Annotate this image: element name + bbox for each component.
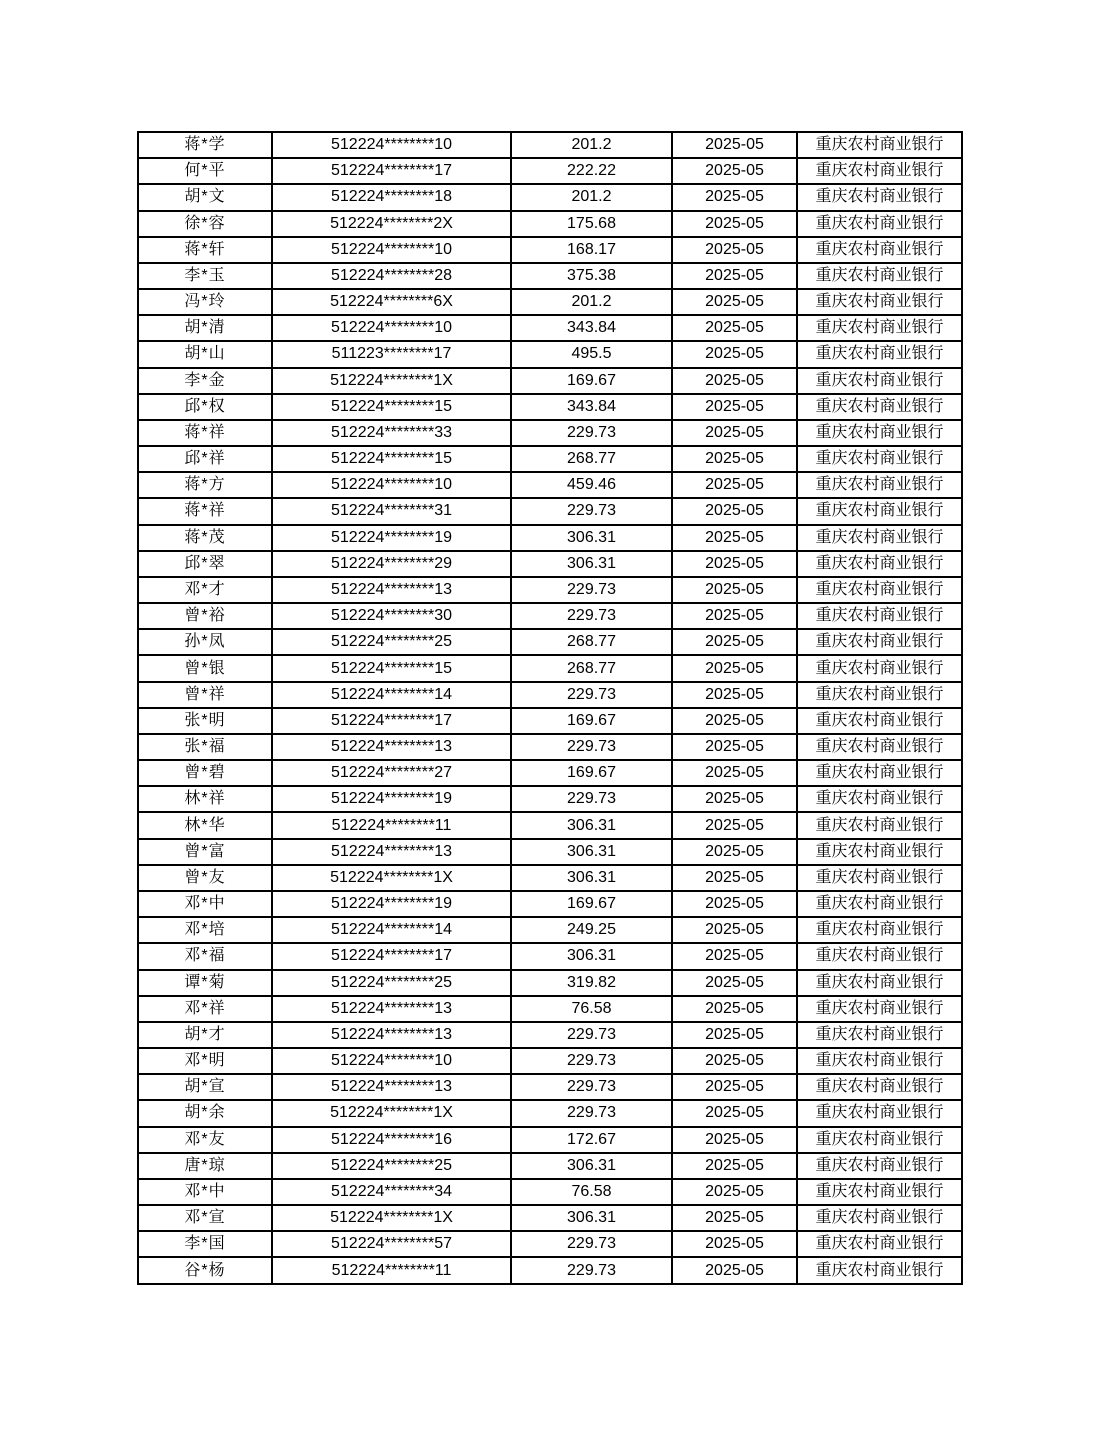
cell-masked-name: 邓*才 (138, 577, 272, 603)
cell-amount: 229.73 (511, 734, 672, 760)
cell-amount: 172.67 (511, 1127, 672, 1153)
cell-amount: 229.73 (511, 498, 672, 524)
table-row (138, 472, 962, 498)
table-row (138, 263, 962, 289)
table-row (138, 891, 962, 917)
table-row (138, 420, 962, 446)
cell-month: 2025-05 (672, 839, 797, 865)
cell-bank-name: 重庆农村商业银行 (797, 786, 962, 812)
cell-amount: 201.2 (511, 184, 672, 210)
cell-masked-name: 李*国 (138, 1231, 272, 1257)
cell-masked-name: 林*华 (138, 812, 272, 838)
table-row (138, 341, 962, 367)
cell-amount: 495.5 (511, 341, 672, 367)
cell-masked-name: 何*平 (138, 158, 272, 184)
cell-month: 2025-05 (672, 1022, 797, 1048)
payment-list-table (137, 131, 963, 1285)
cell-month: 2025-05 (672, 629, 797, 655)
cell-amount: 229.73 (511, 1048, 672, 1074)
cell-masked-id-number: 512224********10 (272, 237, 511, 263)
cell-masked-name: 李*金 (138, 368, 272, 394)
cell-masked-id-number: 512224********1X (272, 1205, 511, 1231)
cell-masked-name: 邱*权 (138, 394, 272, 420)
cell-amount: 229.73 (511, 682, 672, 708)
cell-masked-name: 邓*中 (138, 1179, 272, 1205)
cell-masked-id-number: 512224********2X (272, 211, 511, 237)
table-row (138, 786, 962, 812)
table-row (138, 368, 962, 394)
table-row (138, 446, 962, 472)
cell-masked-id-number: 512224********10 (272, 472, 511, 498)
cell-masked-name: 胡*宣 (138, 1074, 272, 1100)
cell-masked-id-number: 512224********27 (272, 760, 511, 786)
cell-month: 2025-05 (672, 315, 797, 341)
table-row (138, 1127, 962, 1153)
cell-masked-name: 唐*琼 (138, 1153, 272, 1179)
cell-masked-id-number: 512224********25 (272, 1153, 511, 1179)
cell-bank-name: 重庆农村商业银行 (797, 446, 962, 472)
cell-bank-name: 重庆农村商业银行 (797, 682, 962, 708)
cell-month: 2025-05 (672, 237, 797, 263)
cell-bank-name: 重庆农村商业银行 (797, 1153, 962, 1179)
cell-bank-name: 重庆农村商业银行 (797, 839, 962, 865)
cell-amount: 229.73 (511, 1022, 672, 1048)
cell-masked-id-number: 512224********30 (272, 603, 511, 629)
cell-bank-name: 重庆农村商业银行 (797, 865, 962, 891)
cell-amount: 268.77 (511, 446, 672, 472)
cell-masked-id-number: 512224********11 (272, 812, 511, 838)
table-row (138, 132, 962, 158)
cell-masked-name: 胡*山 (138, 341, 272, 367)
cell-month: 2025-05 (672, 812, 797, 838)
table-row (138, 1231, 962, 1257)
table-row (138, 237, 962, 263)
table-row (138, 315, 962, 341)
cell-amount: 169.67 (511, 891, 672, 917)
cell-masked-id-number: 512224********1X (272, 1100, 511, 1126)
cell-masked-name: 蒋*学 (138, 132, 272, 158)
cell-masked-id-number: 512224********10 (272, 315, 511, 341)
table-row (138, 1153, 962, 1179)
cell-amount: 319.82 (511, 970, 672, 996)
table-row (138, 551, 962, 577)
cell-amount: 229.73 (511, 786, 672, 812)
cell-masked-name: 曾*银 (138, 655, 272, 681)
cell-bank-name: 重庆农村商业银行 (797, 891, 962, 917)
cell-masked-id-number: 512224********18 (272, 184, 511, 210)
cell-month: 2025-05 (672, 760, 797, 786)
cell-month: 2025-05 (672, 786, 797, 812)
cell-masked-id-number: 512224********15 (272, 655, 511, 681)
table-row (138, 1257, 962, 1284)
cell-masked-name: 张*福 (138, 734, 272, 760)
cell-amount: 76.58 (511, 1179, 672, 1205)
cell-bank-name: 重庆农村商业银行 (797, 341, 962, 367)
cell-bank-name: 重庆农村商业银行 (797, 1074, 962, 1100)
cell-masked-name: 曾*裕 (138, 603, 272, 629)
cell-masked-id-number: 512224********17 (272, 158, 511, 184)
cell-masked-id-number: 512224********10 (272, 1048, 511, 1074)
cell-month: 2025-05 (672, 577, 797, 603)
cell-amount: 375.38 (511, 263, 672, 289)
cell-amount: 201.2 (511, 289, 672, 315)
table-row (138, 760, 962, 786)
cell-month: 2025-05 (672, 158, 797, 184)
cell-amount: 169.67 (511, 760, 672, 786)
table-row (138, 525, 962, 551)
cell-month: 2025-05 (672, 1179, 797, 1205)
cell-masked-id-number: 512224********11 (272, 1257, 511, 1284)
cell-bank-name: 重庆农村商业银行 (797, 132, 962, 158)
cell-month: 2025-05 (672, 498, 797, 524)
table-row (138, 970, 962, 996)
cell-bank-name: 重庆农村商业银行 (797, 368, 962, 394)
cell-masked-id-number: 512224********6X (272, 289, 511, 315)
cell-month: 2025-05 (672, 917, 797, 943)
cell-masked-name: 邓*祥 (138, 996, 272, 1022)
cell-amount: 76.58 (511, 996, 672, 1022)
cell-amount: 175.68 (511, 211, 672, 237)
cell-month: 2025-05 (672, 420, 797, 446)
cell-bank-name: 重庆农村商业银行 (797, 1231, 962, 1257)
cell-bank-name: 重庆农村商业银行 (797, 812, 962, 838)
cell-masked-name: 邓*福 (138, 943, 272, 969)
cell-month: 2025-05 (672, 655, 797, 681)
cell-month: 2025-05 (672, 472, 797, 498)
cell-month: 2025-05 (672, 1074, 797, 1100)
table-row (138, 1074, 962, 1100)
cell-bank-name: 重庆农村商业银行 (797, 263, 962, 289)
table-row (138, 498, 962, 524)
cell-masked-id-number: 512224********13 (272, 1022, 511, 1048)
cell-masked-id-number: 512224********13 (272, 577, 511, 603)
table-row (138, 1022, 962, 1048)
cell-amount: 229.73 (511, 1100, 672, 1126)
cell-masked-id-number: 512224********17 (272, 943, 511, 969)
cell-month: 2025-05 (672, 1048, 797, 1074)
cell-amount: 229.73 (511, 1257, 672, 1284)
cell-masked-id-number: 512224********16 (272, 1127, 511, 1153)
table-row (138, 394, 962, 420)
cell-bank-name: 重庆农村商业银行 (797, 1022, 962, 1048)
cell-bank-name: 重庆农村商业银行 (797, 1179, 962, 1205)
cell-masked-name: 邓*中 (138, 891, 272, 917)
table-row (138, 577, 962, 603)
cell-month: 2025-05 (672, 708, 797, 734)
cell-month: 2025-05 (672, 943, 797, 969)
cell-month: 2025-05 (672, 132, 797, 158)
cell-amount: 343.84 (511, 315, 672, 341)
cell-bank-name: 重庆农村商业银行 (797, 655, 962, 681)
cell-month: 2025-05 (672, 865, 797, 891)
cell-masked-name: 谭*菊 (138, 970, 272, 996)
cell-month: 2025-05 (672, 682, 797, 708)
cell-masked-name: 徐*容 (138, 211, 272, 237)
cell-bank-name: 重庆农村商业银行 (797, 1127, 962, 1153)
cell-amount: 249.25 (511, 917, 672, 943)
cell-amount: 306.31 (511, 812, 672, 838)
table-row (138, 917, 962, 943)
cell-amount: 306.31 (511, 525, 672, 551)
cell-masked-name: 曾*祥 (138, 682, 272, 708)
cell-masked-id-number: 512224********13 (272, 734, 511, 760)
table-row (138, 943, 962, 969)
cell-bank-name: 重庆农村商业银行 (797, 315, 962, 341)
cell-masked-name: 冯*玲 (138, 289, 272, 315)
payment-table-body (138, 132, 962, 1284)
cell-masked-name: 曾*友 (138, 865, 272, 891)
table-row (138, 1179, 962, 1205)
cell-masked-id-number: 512224********13 (272, 839, 511, 865)
cell-masked-name: 胡*清 (138, 315, 272, 341)
cell-masked-id-number: 512224********34 (272, 1179, 511, 1205)
cell-masked-id-number: 512224********15 (272, 446, 511, 472)
cell-amount: 268.77 (511, 655, 672, 681)
cell-amount: 306.31 (511, 943, 672, 969)
cell-masked-name: 邱*祥 (138, 446, 272, 472)
cell-bank-name: 重庆农村商业银行 (797, 734, 962, 760)
table-row (138, 1100, 962, 1126)
cell-amount: 343.84 (511, 394, 672, 420)
cell-amount: 306.31 (511, 551, 672, 577)
cell-bank-name: 重庆农村商业银行 (797, 184, 962, 210)
table-row (138, 812, 962, 838)
cell-bank-name: 重庆农村商业银行 (797, 1205, 962, 1231)
cell-bank-name: 重庆农村商业银行 (797, 289, 962, 315)
cell-masked-id-number: 512224********19 (272, 891, 511, 917)
cell-bank-name: 重庆农村商业银行 (797, 708, 962, 734)
cell-bank-name: 重庆农村商业银行 (797, 525, 962, 551)
table-row (138, 682, 962, 708)
cell-amount: 268.77 (511, 629, 672, 655)
cell-masked-name: 张*明 (138, 708, 272, 734)
table-row (138, 184, 962, 210)
cell-masked-name: 蒋*祥 (138, 420, 272, 446)
cell-month: 2025-05 (672, 734, 797, 760)
cell-month: 2025-05 (672, 603, 797, 629)
cell-masked-id-number: 512224********19 (272, 525, 511, 551)
cell-masked-name: 孙*凤 (138, 629, 272, 655)
cell-amount: 229.73 (511, 603, 672, 629)
table-row (138, 211, 962, 237)
cell-masked-name: 谷*杨 (138, 1257, 272, 1284)
cell-amount: 306.31 (511, 839, 672, 865)
cell-amount: 222.22 (511, 158, 672, 184)
cell-month: 2025-05 (672, 1127, 797, 1153)
cell-amount: 306.31 (511, 1205, 672, 1231)
cell-month: 2025-05 (672, 551, 797, 577)
cell-masked-id-number: 512224********33 (272, 420, 511, 446)
cell-masked-id-number: 512224********13 (272, 1074, 511, 1100)
cell-masked-id-number: 512224********10 (272, 132, 511, 158)
cell-masked-name: 曾*富 (138, 839, 272, 865)
cell-bank-name: 重庆农村商业银行 (797, 1048, 962, 1074)
cell-masked-name: 李*玉 (138, 263, 272, 289)
cell-month: 2025-05 (672, 1231, 797, 1257)
table-row (138, 629, 962, 655)
cell-bank-name: 重庆农村商业银行 (797, 551, 962, 577)
cell-bank-name: 重庆农村商业银行 (797, 970, 962, 996)
cell-amount: 306.31 (511, 865, 672, 891)
cell-bank-name: 重庆农村商业银行 (797, 1257, 962, 1284)
cell-masked-name: 邓*明 (138, 1048, 272, 1074)
cell-bank-name: 重庆农村商业银行 (797, 420, 962, 446)
cell-amount: 229.73 (511, 420, 672, 446)
cell-masked-id-number: 512224********57 (272, 1231, 511, 1257)
cell-masked-id-number: 512224********1X (272, 368, 511, 394)
cell-bank-name: 重庆农村商业银行 (797, 629, 962, 655)
cell-amount: 229.73 (511, 1231, 672, 1257)
cell-masked-id-number: 512224********1X (272, 865, 511, 891)
cell-month: 2025-05 (672, 1153, 797, 1179)
cell-masked-id-number: 512224********17 (272, 708, 511, 734)
table-row (138, 734, 962, 760)
cell-masked-id-number: 512224********29 (272, 551, 511, 577)
cell-masked-id-number: 512224********28 (272, 263, 511, 289)
table-row (138, 996, 962, 1022)
cell-masked-name: 胡*文 (138, 184, 272, 210)
cell-masked-name: 胡*余 (138, 1100, 272, 1126)
cell-month: 2025-05 (672, 184, 797, 210)
cell-amount: 168.17 (511, 237, 672, 263)
table-row (138, 655, 962, 681)
cell-masked-name: 邓*宣 (138, 1205, 272, 1231)
cell-bank-name: 重庆农村商业银行 (797, 394, 962, 420)
table-row (138, 1205, 962, 1231)
cell-month: 2025-05 (672, 525, 797, 551)
table-row (138, 603, 962, 629)
cell-month: 2025-05 (672, 211, 797, 237)
cell-month: 2025-05 (672, 1205, 797, 1231)
table-row (138, 1048, 962, 1074)
cell-amount: 229.73 (511, 1074, 672, 1100)
cell-masked-id-number: 512224********14 (272, 917, 511, 943)
cell-month: 2025-05 (672, 1100, 797, 1126)
cell-bank-name: 重庆农村商业银行 (797, 237, 962, 263)
cell-amount: 306.31 (511, 1153, 672, 1179)
cell-amount: 169.67 (511, 708, 672, 734)
cell-masked-name: 蒋*茂 (138, 525, 272, 551)
cell-bank-name: 重庆农村商业银行 (797, 211, 962, 237)
table-row (138, 865, 962, 891)
cell-masked-id-number: 512224********25 (272, 970, 511, 996)
cell-masked-name: 邓*友 (138, 1127, 272, 1153)
cell-month: 2025-05 (672, 368, 797, 394)
cell-bank-name: 重庆农村商业银行 (797, 158, 962, 184)
cell-masked-name: 蒋*方 (138, 472, 272, 498)
cell-masked-name: 邓*培 (138, 917, 272, 943)
cell-month: 2025-05 (672, 446, 797, 472)
cell-bank-name: 重庆农村商业银行 (797, 917, 962, 943)
cell-bank-name: 重庆农村商业银行 (797, 1100, 962, 1126)
cell-bank-name: 重庆农村商业银行 (797, 760, 962, 786)
cell-amount: 169.67 (511, 368, 672, 394)
table-row (138, 158, 962, 184)
cell-bank-name: 重庆农村商业银行 (797, 943, 962, 969)
cell-masked-name: 林*祥 (138, 786, 272, 812)
cell-month: 2025-05 (672, 341, 797, 367)
cell-amount: 201.2 (511, 132, 672, 158)
cell-month: 2025-05 (672, 891, 797, 917)
cell-month: 2025-05 (672, 1257, 797, 1284)
cell-bank-name: 重庆农村商业银行 (797, 996, 962, 1022)
cell-masked-id-number: 512224********25 (272, 629, 511, 655)
table-row (138, 289, 962, 315)
cell-amount: 459.46 (511, 472, 672, 498)
table-row (138, 708, 962, 734)
cell-masked-name: 胡*才 (138, 1022, 272, 1048)
cell-masked-id-number: 512224********15 (272, 394, 511, 420)
cell-bank-name: 重庆农村商业银行 (797, 603, 962, 629)
cell-masked-id-number: 512224********13 (272, 996, 511, 1022)
cell-month: 2025-05 (672, 394, 797, 420)
cell-masked-id-number: 512224********14 (272, 682, 511, 708)
cell-masked-id-number: 511223********17 (272, 341, 511, 367)
cell-masked-name: 曾*碧 (138, 760, 272, 786)
cell-masked-name: 邱*翠 (138, 551, 272, 577)
cell-amount: 229.73 (511, 577, 672, 603)
cell-month: 2025-05 (672, 970, 797, 996)
cell-masked-name: 蒋*轩 (138, 237, 272, 263)
cell-bank-name: 重庆农村商业银行 (797, 498, 962, 524)
cell-month: 2025-05 (672, 263, 797, 289)
cell-masked-name: 蒋*祥 (138, 498, 272, 524)
cell-month: 2025-05 (672, 996, 797, 1022)
cell-bank-name: 重庆农村商业银行 (797, 577, 962, 603)
table-row (138, 839, 962, 865)
cell-month: 2025-05 (672, 289, 797, 315)
cell-masked-id-number: 512224********31 (272, 498, 511, 524)
cell-masked-id-number: 512224********19 (272, 786, 511, 812)
cell-bank-name: 重庆农村商业银行 (797, 472, 962, 498)
